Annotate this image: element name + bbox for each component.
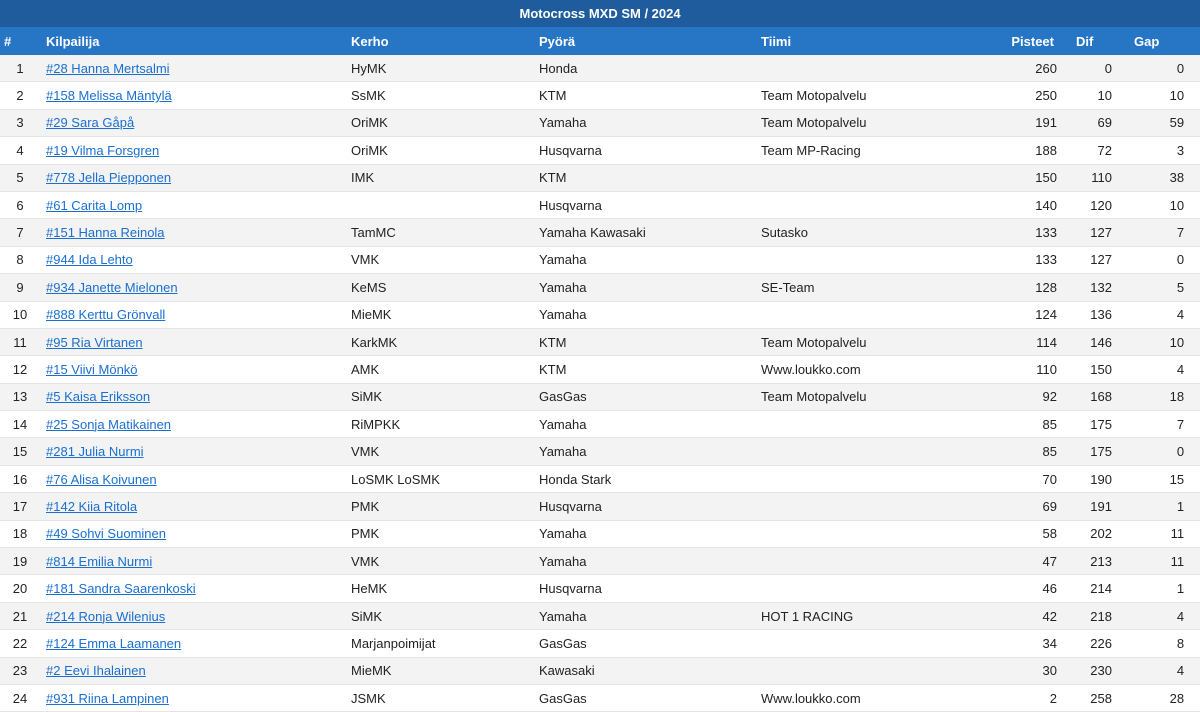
- position-cell: 1: [0, 55, 40, 82]
- club-cell: AMK: [345, 356, 533, 383]
- gap-cell: 38: [1128, 164, 1200, 191]
- rider-cell: [40, 657, 345, 684]
- table-row: [0, 411, 1200, 438]
- gap-cell: 11: [1128, 520, 1200, 547]
- table-row: [0, 191, 1200, 218]
- bike-cell: Husqvarna: [533, 137, 755, 164]
- gap-cell: 0: [1128, 438, 1200, 465]
- dif-cell: 175: [1070, 438, 1128, 465]
- team-cell: [755, 630, 975, 657]
- club-cell: RiMPKK: [345, 411, 533, 438]
- club-cell: HeMK: [345, 575, 533, 602]
- rider-link[interactable]: #151 Hanna Reinola: [46, 225, 165, 241]
- rider-link[interactable]: #2 Eevi Ihalainen: [46, 663, 146, 679]
- rider-link[interactable]: #888 Kerttu Grönvall: [46, 307, 166, 323]
- dif-cell: 127: [1070, 219, 1128, 246]
- club-cell: Marjanpoimijat: [345, 630, 533, 657]
- header-points: Pisteet: [975, 28, 1070, 56]
- team-cell: Www.loukko.com: [755, 684, 975, 711]
- header-team: Tiimi: [755, 28, 975, 56]
- bike-cell: KTM: [533, 82, 755, 109]
- title-row: [0, 0, 1200, 28]
- table-row: [0, 575, 1200, 602]
- team-cell: Sutasko: [755, 219, 975, 246]
- dif-cell: 136: [1070, 301, 1128, 328]
- header-gap: Gap: [1128, 28, 1200, 56]
- bike-cell: Honda: [533, 55, 755, 82]
- rider-link[interactable]: #15 Viivi Mönkö: [46, 361, 138, 377]
- points-cell: 114: [975, 328, 1070, 355]
- club-cell: OriMK: [345, 137, 533, 164]
- gap-cell: 7: [1128, 411, 1200, 438]
- table-row: [0, 630, 1200, 657]
- gap-cell: 4: [1128, 602, 1200, 629]
- bike-cell: Husqvarna: [533, 493, 755, 520]
- gap-cell: 5: [1128, 274, 1200, 301]
- bike-cell: Yamaha Kawasaki: [533, 219, 755, 246]
- rider-cell: [40, 630, 345, 657]
- position-cell: 15: [0, 438, 40, 465]
- position-cell: 12: [0, 356, 40, 383]
- gap-cell: 15: [1128, 465, 1200, 492]
- bike-cell: Yamaha: [533, 438, 755, 465]
- bike-cell: KTM: [533, 164, 755, 191]
- points-cell: 34: [975, 630, 1070, 657]
- bike-cell: Yamaha: [533, 411, 755, 438]
- position-cell: 11: [0, 328, 40, 355]
- dif-cell: 202: [1070, 520, 1128, 547]
- club-cell: SiMK: [345, 383, 533, 410]
- club-cell: OriMK: [345, 109, 533, 136]
- points-cell: 70: [975, 465, 1070, 492]
- table-row: [0, 438, 1200, 465]
- table-row: [0, 82, 1200, 109]
- rider-cell: [40, 109, 345, 136]
- rider-link[interactable]: #778 Jella Piepponen: [46, 170, 172, 186]
- header-club: Kerho: [345, 28, 533, 56]
- position-cell: 20: [0, 575, 40, 602]
- bike-cell: Yamaha: [533, 109, 755, 136]
- header-dif: Dif: [1070, 28, 1128, 56]
- points-cell: 188: [975, 137, 1070, 164]
- dif-cell: 110: [1070, 164, 1128, 191]
- club-cell: TamMC: [345, 219, 533, 246]
- team-cell: Team MP-Racing: [755, 137, 975, 164]
- dif-cell: 191: [1070, 493, 1128, 520]
- position-cell: 4: [0, 137, 40, 164]
- table-row: [0, 301, 1200, 328]
- rider-cell: [40, 137, 345, 164]
- rider-link[interactable]: #214 Ronja Wilenius: [46, 608, 166, 624]
- position-cell: 5: [0, 164, 40, 191]
- gap-cell: 0: [1128, 55, 1200, 82]
- table-title: Motocross MXD SM / 2024: [0, 0, 1200, 28]
- dif-cell: 69: [1070, 109, 1128, 136]
- dif-cell: 146: [1070, 328, 1128, 355]
- dif-cell: 190: [1070, 465, 1128, 492]
- rider-link[interactable]: #61 Carita Lomp: [46, 197, 143, 213]
- dif-cell: 258: [1070, 684, 1128, 711]
- points-cell: 92: [975, 383, 1070, 410]
- bike-cell: KTM: [533, 328, 755, 355]
- club-cell: SiMK: [345, 602, 533, 629]
- points-cell: 133: [975, 219, 1070, 246]
- rider-link[interactable]: #814 Emilia Nurmi: [46, 553, 153, 569]
- table-row: [0, 164, 1200, 191]
- gap-cell: 7: [1128, 219, 1200, 246]
- position-cell: 10: [0, 301, 40, 328]
- club-cell: KarkMK: [345, 328, 533, 355]
- club-cell: MieMK: [345, 657, 533, 684]
- rider-link[interactable]: #76 Alisa Koivunen: [46, 471, 157, 487]
- bike-cell: GasGas: [533, 383, 755, 410]
- club-cell: PMK: [345, 520, 533, 547]
- gap-cell: 3: [1128, 137, 1200, 164]
- bike-cell: Yamaha: [533, 301, 755, 328]
- header-pos: #: [0, 28, 40, 56]
- rider-cell: [40, 684, 345, 711]
- team-cell: HOT 1 RACING: [755, 602, 975, 629]
- gap-cell: 28: [1128, 684, 1200, 711]
- club-cell: VMK: [345, 548, 533, 575]
- rider-cell: [40, 548, 345, 575]
- club-cell: IMK: [345, 164, 533, 191]
- table-row: [0, 356, 1200, 383]
- team-cell: [755, 575, 975, 602]
- bike-cell: KTM: [533, 356, 755, 383]
- team-cell: [755, 301, 975, 328]
- points-cell: 133: [975, 246, 1070, 273]
- position-cell: 17: [0, 493, 40, 520]
- rider-link[interactable]: #142 Kiia Ritola: [46, 498, 138, 514]
- team-cell: SE-Team: [755, 274, 975, 301]
- dif-cell: 226: [1070, 630, 1128, 657]
- rider-cell: [40, 465, 345, 492]
- rider-link[interactable]: #181 Sandra Saarenkoski: [46, 581, 196, 597]
- team-cell: [755, 520, 975, 547]
- table-row: [0, 246, 1200, 273]
- points-cell: 47: [975, 548, 1070, 575]
- club-cell: SsMK: [345, 82, 533, 109]
- rider-link[interactable]: #29 Sara Gåpå: [46, 115, 135, 131]
- dif-cell: 168: [1070, 383, 1128, 410]
- points-cell: 69: [975, 493, 1070, 520]
- dif-cell: 10: [1070, 82, 1128, 109]
- team-cell: [755, 411, 975, 438]
- club-cell: LoSMK LoSMK: [345, 465, 533, 492]
- position-cell: 2: [0, 82, 40, 109]
- team-cell: [755, 246, 975, 273]
- points-cell: 58: [975, 520, 1070, 547]
- standings-body: [0, 55, 1200, 712]
- table-row: [0, 383, 1200, 410]
- gap-cell: 10: [1128, 191, 1200, 218]
- points-cell: 150: [975, 164, 1070, 191]
- rider-cell: [40, 383, 345, 410]
- table-row: [0, 465, 1200, 492]
- table-row: [0, 137, 1200, 164]
- rider-link[interactable]: #19 Vilma Forsgren: [46, 142, 160, 158]
- rider-link[interactable]: #158 Melissa Mäntylä: [46, 88, 172, 104]
- dif-cell: 218: [1070, 602, 1128, 629]
- dif-cell: 214: [1070, 575, 1128, 602]
- bike-cell: Yamaha: [533, 548, 755, 575]
- table-row: [0, 328, 1200, 355]
- position-cell: 14: [0, 411, 40, 438]
- position-cell: 9: [0, 274, 40, 301]
- team-cell: [755, 465, 975, 492]
- dif-cell: 175: [1070, 411, 1128, 438]
- position-cell: 23: [0, 657, 40, 684]
- gap-cell: 10: [1128, 328, 1200, 355]
- bike-cell: Yamaha: [533, 246, 755, 273]
- gap-cell: 4: [1128, 356, 1200, 383]
- column-header-row: [0, 28, 1200, 56]
- points-cell: 85: [975, 438, 1070, 465]
- team-cell: [755, 657, 975, 684]
- rider-link[interactable]: #281 Julia Nurmi: [46, 444, 144, 460]
- bike-cell: GasGas: [533, 630, 755, 657]
- table-row: [0, 55, 1200, 82]
- position-cell: 24: [0, 684, 40, 711]
- gap-cell: 11: [1128, 548, 1200, 575]
- points-cell: 124: [975, 301, 1070, 328]
- rider-cell: [40, 493, 345, 520]
- dif-cell: 230: [1070, 657, 1128, 684]
- rider-cell: [40, 191, 345, 218]
- bike-cell: Kawasaki: [533, 657, 755, 684]
- club-cell: MieMK: [345, 301, 533, 328]
- gap-cell: 1: [1128, 575, 1200, 602]
- position-cell: 6: [0, 191, 40, 218]
- position-cell: 19: [0, 548, 40, 575]
- table-row: [0, 219, 1200, 246]
- table-row: [0, 520, 1200, 547]
- club-cell: JSMK: [345, 684, 533, 711]
- gap-cell: 0: [1128, 246, 1200, 273]
- position-cell: 21: [0, 602, 40, 629]
- points-cell: 85: [975, 411, 1070, 438]
- club-cell: VMK: [345, 246, 533, 273]
- rider-cell: [40, 301, 345, 328]
- rider-link[interactable]: #934 Janette Mielonen: [46, 279, 178, 295]
- gap-cell: 8: [1128, 630, 1200, 657]
- header-rider: Kilpailija: [40, 28, 345, 56]
- team-cell: Team Motopalvelu: [755, 109, 975, 136]
- dif-cell: 127: [1070, 246, 1128, 273]
- rider-cell: [40, 55, 345, 82]
- gap-cell: 4: [1128, 657, 1200, 684]
- points-cell: 128: [975, 274, 1070, 301]
- gap-cell: 18: [1128, 383, 1200, 410]
- table-row: [0, 493, 1200, 520]
- points-cell: 110: [975, 356, 1070, 383]
- rider-cell: [40, 274, 345, 301]
- points-cell: 2: [975, 684, 1070, 711]
- rider-cell: [40, 246, 345, 273]
- gap-cell: 1: [1128, 493, 1200, 520]
- position-cell: 22: [0, 630, 40, 657]
- rider-link[interactable]: #95 Ria Virtanen: [46, 334, 143, 350]
- team-cell: Team Motopalvelu: [755, 328, 975, 355]
- rider-link[interactable]: #28 Hanna Mertsalmi: [46, 60, 170, 76]
- rider-link[interactable]: #5 Kaisa Eriksson: [46, 389, 151, 405]
- rider-link[interactable]: #931 Riina Lampinen: [46, 690, 169, 706]
- dif-cell: 132: [1070, 274, 1128, 301]
- gap-cell: 10: [1128, 82, 1200, 109]
- position-cell: 13: [0, 383, 40, 410]
- table-row: [0, 684, 1200, 711]
- dif-cell: 72: [1070, 137, 1128, 164]
- position-cell: 8: [0, 246, 40, 273]
- team-cell: [755, 55, 975, 82]
- points-cell: 260: [975, 55, 1070, 82]
- rider-cell: [40, 438, 345, 465]
- bike-cell: Husqvarna: [533, 191, 755, 218]
- gap-cell: 59: [1128, 109, 1200, 136]
- dif-cell: 213: [1070, 548, 1128, 575]
- table-row: [0, 274, 1200, 301]
- club-cell: PMK: [345, 493, 533, 520]
- rider-cell: [40, 356, 345, 383]
- bike-cell: Honda Stark: [533, 465, 755, 492]
- dif-cell: 0: [1070, 55, 1128, 82]
- gap-cell: 4: [1128, 301, 1200, 328]
- table-row: [0, 657, 1200, 684]
- dif-cell: 120: [1070, 191, 1128, 218]
- team-cell: [755, 493, 975, 520]
- rider-link[interactable]: #49 Sohvi Suominen: [46, 526, 166, 542]
- table-row: [0, 548, 1200, 575]
- rider-cell: [40, 411, 345, 438]
- position-cell: 16: [0, 465, 40, 492]
- club-cell: [345, 191, 533, 218]
- team-cell: [755, 438, 975, 465]
- dif-cell: 150: [1070, 356, 1128, 383]
- table-row: [0, 602, 1200, 629]
- rider-cell: [40, 82, 345, 109]
- rider-cell: [40, 219, 345, 246]
- header-bike: Pyörä: [533, 28, 755, 56]
- points-cell: 191: [975, 109, 1070, 136]
- rider-cell: [40, 164, 345, 191]
- team-cell: Www.loukko.com: [755, 356, 975, 383]
- rider-cell: [40, 602, 345, 629]
- bike-cell: Husqvarna: [533, 575, 755, 602]
- position-cell: 3: [0, 109, 40, 136]
- rider-cell: [40, 328, 345, 355]
- points-cell: 46: [975, 575, 1070, 602]
- team-cell: Team Motopalvelu: [755, 82, 975, 109]
- rider-cell: [40, 520, 345, 547]
- club-cell: VMK: [345, 438, 533, 465]
- bike-cell: Yamaha: [533, 274, 755, 301]
- points-cell: 250: [975, 82, 1070, 109]
- team-cell: [755, 548, 975, 575]
- club-cell: HyMK: [345, 55, 533, 82]
- points-cell: 140: [975, 191, 1070, 218]
- team-cell: [755, 191, 975, 218]
- points-cell: 42: [975, 602, 1070, 629]
- bike-cell: Yamaha: [533, 520, 755, 547]
- position-cell: 7: [0, 219, 40, 246]
- rider-link[interactable]: #124 Emma Laamanen: [46, 635, 182, 651]
- points-cell: 30: [975, 657, 1070, 684]
- table-row: [0, 109, 1200, 136]
- rider-cell: [40, 575, 345, 602]
- rider-link[interactable]: #944 Ida Lehto: [46, 252, 133, 268]
- team-cell: Team Motopalvelu: [755, 383, 975, 410]
- club-cell: KeMS: [345, 274, 533, 301]
- position-cell: 18: [0, 520, 40, 547]
- bike-cell: Yamaha: [533, 602, 755, 629]
- bike-cell: GasGas: [533, 684, 755, 711]
- team-cell: [755, 164, 975, 191]
- rider-link[interactable]: #25 Sonja Matikainen: [46, 416, 172, 432]
